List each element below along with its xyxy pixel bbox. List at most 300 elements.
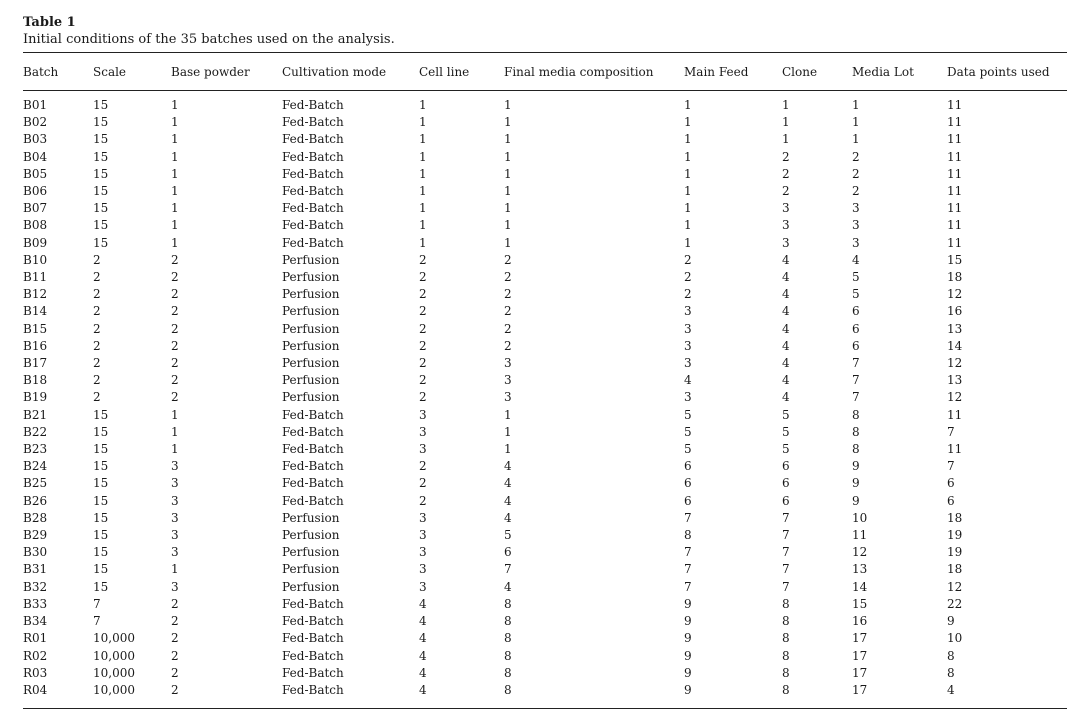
cultivation-mode-cell: Fed-Batch — [282, 166, 344, 181]
scale-cell: 2 — [93, 270, 101, 285]
data-points-used-cell: 15 — [947, 252, 963, 267]
table-row — [23, 424, 1067, 441]
media-lot-cell: 7 — [852, 373, 860, 388]
clone-cell: 7 — [782, 545, 790, 560]
final-media-composition-cell: 8 — [504, 596, 512, 611]
scale-cell: 15 — [93, 132, 109, 147]
media-lot-cell: 17 — [852, 631, 868, 646]
media-lot-cell: 3 — [852, 218, 860, 233]
data-points-used-cell: 11 — [947, 442, 963, 457]
batch-cell: B17 — [23, 356, 48, 371]
final-media-composition-cell: 1 — [504, 184, 512, 199]
cell-line-cell: 3 — [419, 510, 427, 525]
base-powder-cell: 3 — [171, 459, 179, 474]
main-feed-cell: 7 — [684, 545, 692, 560]
data-points-used-cell: 8 — [947, 665, 955, 680]
clone-cell: 6 — [782, 459, 790, 474]
final-media-composition-cell: 4 — [504, 476, 512, 491]
main-feed-cell: 1 — [684, 218, 692, 233]
column-header-batch: Batch — [23, 65, 59, 79]
cultivation-mode-cell: Fed-Batch — [282, 476, 344, 491]
cultivation-mode-cell: Fed-Batch — [282, 631, 344, 646]
table-row — [23, 613, 1067, 630]
column-header-main-feed: Main Feed — [684, 65, 749, 79]
cultivation-mode-cell: Perfusion — [282, 373, 340, 388]
batch-cell: B24 — [23, 459, 48, 474]
batch-conditions-table — [23, 60, 1067, 699]
batch-cell: B34 — [23, 614, 48, 629]
scale-cell: 15 — [93, 184, 109, 199]
base-powder-cell: 1 — [171, 218, 179, 233]
batch-cell: B04 — [23, 149, 48, 164]
media-lot-cell: 5 — [852, 287, 860, 302]
column-header-cell-line: Cell line — [419, 65, 470, 79]
final-media-composition-cell: 1 — [504, 98, 512, 112]
base-powder-cell: 1 — [171, 166, 179, 181]
base-powder-cell: 1 — [171, 201, 179, 216]
table-row — [23, 286, 1067, 303]
cultivation-mode-cell: Fed-Batch — [282, 442, 344, 457]
batch-cell: B29 — [23, 528, 48, 543]
data-points-used-cell: 12 — [947, 579, 963, 594]
main-feed-cell: 1 — [684, 132, 692, 147]
cultivation-mode-cell: Perfusion — [282, 528, 340, 543]
base-powder-cell: 2 — [171, 596, 179, 611]
main-feed-cell: 1 — [684, 201, 692, 216]
cell-line-cell: 1 — [419, 115, 427, 130]
table-row — [23, 321, 1067, 338]
table-row — [23, 303, 1067, 320]
cell-line-cell: 2 — [419, 287, 427, 302]
media-lot-cell: 6 — [852, 304, 860, 319]
table-row — [23, 183, 1067, 200]
scale-cell: 15 — [93, 493, 109, 508]
data-points-used-cell: 11 — [947, 166, 963, 181]
cultivation-mode-cell: Fed-Batch — [282, 648, 344, 663]
clone-cell: 3 — [782, 235, 790, 250]
cell-line-cell: 3 — [419, 579, 427, 594]
table-row — [23, 544, 1067, 561]
clone-cell: 1 — [782, 115, 790, 130]
data-points-used-cell: 12 — [947, 287, 963, 302]
media-lot-cell: 6 — [852, 338, 860, 353]
data-points-used-cell: 13 — [947, 321, 963, 336]
final-media-composition-cell: 3 — [504, 390, 512, 405]
clone-cell: 3 — [782, 201, 790, 216]
data-points-used-cell: 18 — [947, 562, 963, 577]
clone-cell: 4 — [782, 356, 790, 371]
base-powder-cell: 3 — [171, 493, 179, 508]
table-row — [23, 217, 1067, 234]
cultivation-mode-cell: Fed-Batch — [282, 184, 344, 199]
data-points-used-cell: 22 — [947, 596, 963, 611]
data-points-used-cell: 9 — [947, 614, 955, 629]
clone-cell: 8 — [782, 596, 790, 611]
scale-cell: 15 — [93, 98, 109, 112]
scale-cell: 2 — [93, 252, 101, 267]
base-powder-cell: 1 — [171, 115, 179, 130]
batch-cell: B25 — [23, 476, 48, 491]
base-powder-cell: 2 — [171, 682, 179, 697]
clone-cell: 4 — [782, 270, 790, 285]
cell-line-cell: 4 — [419, 665, 427, 680]
main-feed-cell: 2 — [684, 287, 692, 302]
cell-line-cell: 3 — [419, 545, 427, 560]
batch-cell: B19 — [23, 390, 48, 405]
final-media-composition-cell: 2 — [504, 304, 512, 319]
scale-cell: 15 — [93, 218, 109, 233]
batch-cell: B08 — [23, 218, 48, 233]
media-lot-cell: 8 — [852, 424, 860, 439]
media-lot-cell: 17 — [852, 648, 868, 663]
cultivation-mode-cell: Perfusion — [282, 270, 340, 285]
media-lot-cell: 13 — [852, 562, 868, 577]
clone-cell: 1 — [782, 132, 790, 147]
base-powder-cell: 3 — [171, 579, 179, 594]
batch-cell: R01 — [23, 631, 48, 646]
scale-cell: 2 — [93, 390, 101, 405]
column-header-data-points-used: Data points used — [947, 65, 1050, 79]
table-row — [23, 493, 1067, 510]
clone-cell: 2 — [782, 166, 790, 181]
media-lot-cell: 9 — [852, 459, 860, 474]
cultivation-mode-cell: Perfusion — [282, 390, 340, 405]
cultivation-mode-cell: Fed-Batch — [282, 614, 344, 629]
media-lot-cell: 2 — [852, 166, 860, 181]
batch-cell: R03 — [23, 665, 48, 680]
table-row — [23, 630, 1067, 647]
clone-cell: 6 — [782, 493, 790, 508]
scale-cell: 15 — [93, 579, 109, 594]
scale-cell: 2 — [93, 321, 101, 336]
base-powder-cell: 1 — [171, 149, 179, 164]
main-feed-cell: 3 — [684, 390, 692, 405]
final-media-composition-cell: 2 — [504, 252, 512, 267]
media-lot-cell: 7 — [852, 390, 860, 405]
cultivation-mode-cell: Fed-Batch — [282, 218, 344, 233]
scale-cell: 2 — [93, 287, 101, 302]
clone-cell: 2 — [782, 184, 790, 199]
clone-cell: 5 — [782, 442, 790, 457]
media-lot-cell: 4 — [852, 252, 860, 267]
table-row — [23, 355, 1067, 372]
base-powder-cell: 3 — [171, 476, 179, 491]
scale-cell: 15 — [93, 510, 109, 525]
cultivation-mode-cell: Perfusion — [282, 287, 340, 302]
batch-cell: B07 — [23, 201, 48, 216]
column-header-base-powder: Base powder — [171, 65, 250, 79]
cell-line-cell: 3 — [419, 528, 427, 543]
final-media-composition-cell: 1 — [504, 132, 512, 147]
final-media-composition-cell: 4 — [504, 510, 512, 525]
final-media-composition-cell: 3 — [504, 356, 512, 371]
batch-cell: B06 — [23, 184, 48, 199]
scale-cell: 7 — [93, 614, 101, 629]
main-feed-cell: 3 — [684, 304, 692, 319]
table-row — [23, 269, 1067, 286]
cell-line-cell: 1 — [419, 184, 427, 199]
final-media-composition-cell: 1 — [504, 115, 512, 130]
base-powder-cell: 2 — [171, 304, 179, 319]
cultivation-mode-cell: Fed-Batch — [282, 98, 344, 112]
main-feed-cell: 1 — [684, 235, 692, 250]
cultivation-mode-cell: Fed-Batch — [282, 201, 344, 216]
batch-cell: B26 — [23, 493, 48, 508]
data-points-used-cell: 11 — [947, 132, 963, 147]
column-header-media-lot: Media Lot — [852, 65, 914, 79]
cultivation-mode-cell: Fed-Batch — [282, 235, 344, 250]
final-media-composition-cell: 7 — [504, 562, 512, 577]
main-feed-cell: 1 — [684, 98, 692, 112]
table-row — [23, 200, 1067, 217]
table-row — [23, 372, 1067, 389]
table-label: Table 1 — [23, 15, 76, 30]
cell-line-cell: 2 — [419, 459, 427, 474]
cultivation-mode-cell: Fed-Batch — [282, 459, 344, 474]
data-points-used-cell: 14 — [947, 338, 963, 353]
base-powder-cell: 1 — [171, 132, 179, 147]
media-lot-cell: 7 — [852, 356, 860, 371]
cultivation-mode-cell: Fed-Batch — [282, 149, 344, 164]
final-media-composition-cell: 1 — [504, 201, 512, 216]
cultivation-mode-cell: Fed-Batch — [282, 115, 344, 130]
final-media-composition-cell: 2 — [504, 338, 512, 353]
data-points-used-cell: 6 — [947, 476, 955, 491]
final-media-composition-cell: 4 — [504, 579, 512, 594]
cultivation-mode-cell: Perfusion — [282, 252, 340, 267]
cultivation-mode-cell: Perfusion — [282, 356, 340, 371]
base-powder-cell: 2 — [171, 270, 179, 285]
table-header-row — [23, 60, 1067, 91]
main-feed-cell: 9 — [684, 682, 692, 697]
media-lot-cell: 16 — [852, 614, 868, 629]
table-row — [23, 235, 1067, 252]
base-powder-cell: 1 — [171, 407, 179, 422]
scale-cell: 15 — [93, 545, 109, 560]
media-lot-cell: 6 — [852, 321, 860, 336]
table-row — [23, 149, 1067, 166]
batch-cell: B32 — [23, 579, 48, 594]
cell-line-cell: 1 — [419, 98, 427, 112]
main-feed-cell: 6 — [684, 493, 692, 508]
main-feed-cell: 9 — [684, 614, 692, 629]
scale-cell: 2 — [93, 373, 101, 388]
data-points-used-cell: 13 — [947, 373, 963, 388]
scale-cell: 15 — [93, 442, 109, 457]
clone-cell: 4 — [782, 304, 790, 319]
clone-cell: 4 — [782, 287, 790, 302]
scale-cell: 10,000 — [93, 648, 135, 663]
base-powder-cell: 2 — [171, 373, 179, 388]
data-points-used-cell: 11 — [947, 407, 963, 422]
table-row — [23, 441, 1067, 458]
column-header-cultivation-mode: Cultivation mode — [282, 65, 387, 79]
scale-cell: 15 — [93, 115, 109, 130]
table-row — [23, 389, 1067, 406]
clone-cell: 4 — [782, 338, 790, 353]
cell-line-cell: 2 — [419, 356, 427, 371]
data-points-used-cell: 18 — [947, 510, 963, 525]
main-feed-cell: 4 — [684, 373, 692, 388]
clone-cell: 6 — [782, 476, 790, 491]
cultivation-mode-cell: Fed-Batch — [282, 407, 344, 422]
scale-cell: 15 — [93, 407, 109, 422]
table-row — [23, 665, 1067, 682]
scale-cell: 2 — [93, 338, 101, 353]
main-feed-cell: 8 — [684, 528, 692, 543]
base-powder-cell: 1 — [171, 184, 179, 199]
media-lot-cell: 14 — [852, 579, 868, 594]
data-points-used-cell: 6 — [947, 493, 955, 508]
cell-line-cell: 1 — [419, 235, 427, 250]
cultivation-mode-cell: Fed-Batch — [282, 493, 344, 508]
data-points-used-cell: 7 — [947, 424, 955, 439]
media-lot-cell: 3 — [852, 235, 860, 250]
final-media-composition-cell: 4 — [504, 493, 512, 508]
table-row — [23, 561, 1067, 578]
main-feed-cell: 1 — [684, 184, 692, 199]
cultivation-mode-cell: Fed-Batch — [282, 665, 344, 680]
batch-cell: B18 — [23, 373, 48, 388]
data-points-used-cell: 12 — [947, 390, 963, 405]
data-points-used-cell: 7 — [947, 459, 955, 474]
cell-line-cell: 1 — [419, 201, 427, 216]
final-media-composition-cell: 8 — [504, 665, 512, 680]
batch-cell: B31 — [23, 562, 48, 577]
cultivation-mode-cell: Perfusion — [282, 304, 340, 319]
media-lot-cell: 15 — [852, 596, 868, 611]
main-feed-cell: 7 — [684, 562, 692, 577]
media-lot-cell: 9 — [852, 493, 860, 508]
batch-cell: B03 — [23, 132, 48, 147]
cell-line-cell: 3 — [419, 442, 427, 457]
batch-cell: B15 — [23, 321, 48, 336]
data-points-used-cell: 8 — [947, 648, 955, 663]
main-feed-cell: 3 — [684, 338, 692, 353]
main-feed-cell: 6 — [684, 476, 692, 491]
media-lot-cell: 8 — [852, 407, 860, 422]
scale-cell: 2 — [93, 304, 101, 319]
final-media-composition-cell: 5 — [504, 528, 512, 543]
clone-cell: 7 — [782, 528, 790, 543]
scale-cell: 10,000 — [93, 682, 135, 697]
media-lot-cell: 2 — [852, 184, 860, 199]
cell-line-cell: 4 — [419, 631, 427, 646]
clone-cell: 2 — [782, 149, 790, 164]
data-points-used-cell: 11 — [947, 149, 963, 164]
media-lot-cell: 1 — [852, 98, 860, 112]
main-feed-cell: 7 — [684, 579, 692, 594]
cultivation-mode-cell: Perfusion — [282, 510, 340, 525]
table-row — [23, 648, 1067, 665]
batch-cell: B33 — [23, 596, 48, 611]
scale-cell: 2 — [93, 356, 101, 371]
base-powder-cell: 1 — [171, 235, 179, 250]
table-title: Initial conditions of the 35 batches used on the analysis. — [23, 32, 395, 47]
final-media-composition-cell: 8 — [504, 631, 512, 646]
batch-cell: B09 — [23, 235, 48, 250]
media-lot-cell: 2 — [852, 149, 860, 164]
clone-cell: 8 — [782, 665, 790, 680]
cell-line-cell: 4 — [419, 596, 427, 611]
clone-cell: 7 — [782, 579, 790, 594]
clone-cell: 4 — [782, 321, 790, 336]
clone-cell: 8 — [782, 614, 790, 629]
clone-cell: 1 — [782, 98, 790, 112]
clone-cell: 8 — [782, 631, 790, 646]
column-header-final-media-composition: Final media composition — [504, 65, 654, 79]
clone-cell: 7 — [782, 510, 790, 525]
data-points-used-cell: 11 — [947, 218, 963, 233]
media-lot-cell: 1 — [852, 132, 860, 147]
base-powder-cell: 1 — [171, 424, 179, 439]
main-feed-cell: 3 — [684, 356, 692, 371]
table-row — [23, 252, 1067, 269]
data-points-used-cell: 11 — [947, 184, 963, 199]
main-feed-cell: 9 — [684, 631, 692, 646]
cell-line-cell: 1 — [419, 132, 427, 147]
final-media-composition-cell: 1 — [504, 235, 512, 250]
clone-cell: 8 — [782, 648, 790, 663]
final-media-composition-cell: 1 — [504, 407, 512, 422]
final-media-composition-cell: 4 — [504, 459, 512, 474]
cell-line-cell: 2 — [419, 270, 427, 285]
table-row — [23, 407, 1067, 424]
cultivation-mode-cell: Fed-Batch — [282, 132, 344, 147]
column-header-scale: Scale — [93, 65, 127, 79]
cultivation-mode-cell: Perfusion — [282, 562, 340, 577]
cultivation-mode-cell: Perfusion — [282, 338, 340, 353]
data-points-used-cell: 16 — [947, 304, 963, 319]
main-feed-cell: 9 — [684, 665, 692, 680]
batch-cell: R04 — [23, 682, 48, 697]
cell-line-cell: 3 — [419, 424, 427, 439]
table-row — [23, 596, 1067, 613]
scale-cell: 10,000 — [93, 631, 135, 646]
cell-line-cell: 3 — [419, 562, 427, 577]
final-media-composition-cell: 1 — [504, 442, 512, 457]
table-row — [23, 338, 1067, 355]
data-points-used-cell: 12 — [947, 356, 963, 371]
table-row — [23, 458, 1067, 475]
final-media-composition-cell: 2 — [504, 270, 512, 285]
cell-line-cell: 4 — [419, 682, 427, 697]
base-powder-cell: 2 — [171, 614, 179, 629]
clone-cell: 5 — [782, 424, 790, 439]
scale-cell: 15 — [93, 201, 109, 216]
base-powder-cell: 1 — [171, 562, 179, 577]
cultivation-mode-cell: Fed-Batch — [282, 596, 344, 611]
base-powder-cell: 2 — [171, 356, 179, 371]
table-caption — [23, 14, 1063, 48]
clone-cell: 3 — [782, 218, 790, 233]
media-lot-cell: 10 — [852, 510, 868, 525]
batch-cell: B22 — [23, 424, 48, 439]
main-feed-cell: 9 — [684, 596, 692, 611]
cell-line-cell: 1 — [419, 149, 427, 164]
base-powder-cell: 2 — [171, 665, 179, 680]
table-row — [23, 114, 1067, 131]
scale-cell: 15 — [93, 528, 109, 543]
data-points-used-cell: 10 — [947, 631, 963, 646]
base-powder-cell: 3 — [171, 528, 179, 543]
final-media-composition-cell: 3 — [504, 373, 512, 388]
batch-cell: B21 — [23, 407, 48, 422]
scale-cell: 15 — [93, 459, 109, 474]
data-points-used-cell: 19 — [947, 528, 963, 543]
batch-cell: B30 — [23, 545, 48, 560]
data-points-used-cell: 11 — [947, 115, 963, 130]
